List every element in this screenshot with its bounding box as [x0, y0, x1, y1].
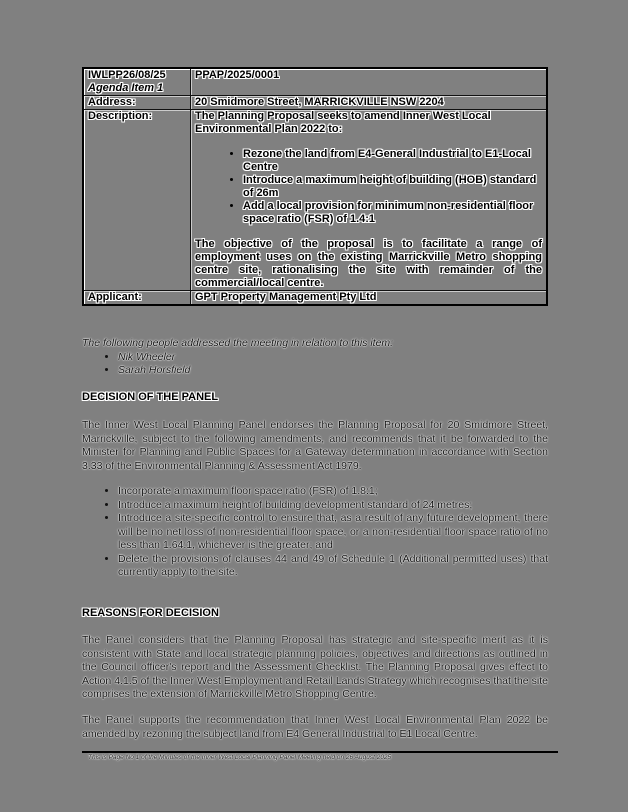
table-row-description [83, 110, 547, 291]
page-footer: This is Page No 1 of the Minutes of the Inner West Local Planning Panel Meeting held on 26 August 2025 [88, 754, 392, 761]
description-label: Description: [83, 110, 191, 291]
reasons-heading: REASONS FOR DECISION [82, 607, 219, 619]
table-row-address [83, 96, 547, 110]
list-item: • Add a local provision for minimum non-residential floor space ratio (FSR) of 1.4:1 [243, 200, 542, 226]
speakers-section [82, 337, 548, 378]
applicant-value: GPT Property Management Pty Ltd [191, 291, 548, 306]
list-item: • Delete the provisions of clauses 44 and 49 of Schedule 1 (Additional permitted uses) that currently apply to the site. [118, 553, 548, 580]
item-details-table [82, 67, 548, 306]
list-item: • Incorporate a maximum floor space ratio (FSR) of 1.8:1; [118, 485, 548, 499]
agenda-item: Agenda Item 1 [88, 82, 164, 94]
reasons-paragraph-2: The Panel supports the recommendation that Inner West Local Environmental Plan 2022 be amended by rezoning the subject land from E4 General Industrial to E1 Local Centre. [82, 714, 548, 740]
meeting-reference-cell [83, 68, 191, 96]
applicant-label: Applicant: [83, 291, 191, 306]
list-item: • Introduce a site-specific control to ensure that, as a result of any future development, there will be no net loss of non-residential floor space, or a non-residential floor space ratio of no less than 1.64:1, whichever is the greater; and [118, 512, 548, 553]
amendments-section [82, 485, 548, 580]
meeting-reference: IWLPP26/08/25 [88, 69, 166, 81]
proposal-reference: PPAP/2025/0001 [191, 68, 548, 96]
speakers-list [82, 351, 548, 378]
description-objective: The objective of the proposal is to facilitate a range of employment uses on the existing Marrickville Metro shopping centre site, rationalising the site with remainder of the commercial/local centre. [195, 238, 542, 289]
list-item: • Introduce a maximum height of building (HOB) standard of 26m [243, 174, 542, 200]
description-list [195, 148, 542, 226]
decision-heading: DECISION OF THE PANEL [82, 391, 219, 403]
table-row-reference [83, 68, 547, 96]
reasons-paragraph-1: The Panel considers that the Planning Proposal has strategic and site-specific merit as it is consistent with State and local strategic planning policies, objectives and directions as outlined in the Council officer's report and the Assessment Checklist. The Planning Proposal gives effect to Action 4.1.5 of the Inner West Employment and Retail Lands Strategy which recognises that the site comprises the extension of Marrickville Metro Shopping Centre. [82, 634, 548, 700]
list-item: • Nik Wheeler [118, 351, 548, 365]
description-intro: The Planning Proposal seeks to amend Inner West Local Environmental Plan 2022 to: [195, 110, 491, 135]
list-item: • Introduce a maximum height of building development standard of 24 metres; [118, 499, 548, 513]
amendments-list [82, 485, 548, 580]
list-item: • Sarah Horsfield [118, 364, 548, 378]
decision-paragraph: The Inner West Local Planning Panel endorses the Planning Proposal for 20 Smidmore Street, Marrickville, subject to the following amendments, and recommends that it be forwarded to the Minister for Planning and Public Spaces for a Gateway determination in accordance with Section 3.33 of the Environmental Planning & Assessment Act 1979. [82, 419, 548, 472]
description-value [191, 110, 548, 291]
list-item: • Rezone the land from E4-General Industrial to E1-Local Centre [243, 148, 542, 174]
table-row-applicant [83, 291, 547, 306]
speakers-intro: The following people addressed the meeting in relation to this item: [82, 337, 394, 349]
footer-divider [82, 751, 558, 753]
address-value: 20 Smidmore Street, MARRICKVILLE NSW 2204 [191, 96, 548, 110]
address-label: Address: [83, 96, 191, 110]
